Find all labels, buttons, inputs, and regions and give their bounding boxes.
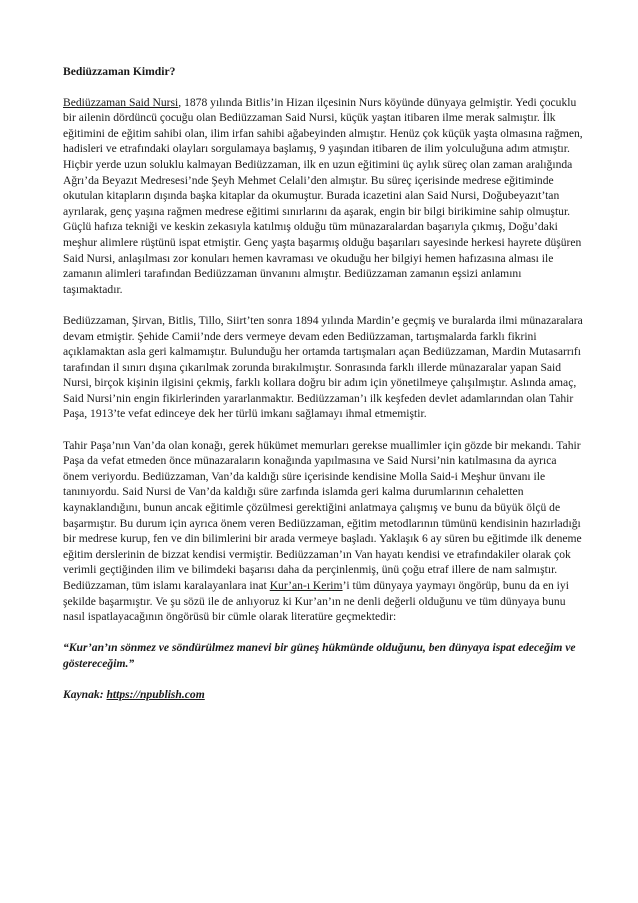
paragraph-4-before: Bediüzzaman, tüm islamı karalayanlara inat	[63, 579, 270, 592]
paragraph-4	[63, 578, 583, 625]
paragraph-1-text: , 1878 yılında Bitlis’in Hizan ilçesinin Nurs köyünde dünyaya gelmiştir. Yedi çocuklu bir ailenin dördüncü çocuğu olan Bediüzzaman Said Nursi, küçük yaştan itibaren ilme merak salmıştır. İlk eğitimini de eğitim sahibi olan, ilim irfan sahibi ağabeyinden almıştır. Henüz çok küçük yaşta olmasına rağmen, hadisleri ve etrafındaki olayları sorgulamaya başlamış, 9 yaşından itibaren de ilim yolculuğuna adım atmıştır. Hiçbir yerde uzun soluklu kalmayan Bediüzzaman, ilk en uzun eğitimini üç aylık süreç olan zaman aralığında Ağrı’da Beyazıt Medresesi’nde Şeyh Mehmet Celali’den almıştır. Bu süreç içerisinde medrese eğitiminde okutulan kitapların dışında başka kitaplar da okumuştur. Burada icazetini alan Said Nursi, Doğubeyazıt’tan ayrılarak, genç yaşına rağmen medrese eğitimi sınırlarını da aşarak, engin bir bilgi birikimine sahip olmuştur. Güçlü hafıza tekniği ve keskin zekasıyla katılmış olduğu tüm münazaralardan başarıyla çıkmış, Doğu’daki meşhur alimlere rüştünü ispat etmiştir. Genç yaşta başarmış olduğu başarıları sayesinde herkesi hayrete düşüren Said Nursi, anlaşılması zor konuları hemen kavraması ve okuduğu her bilgiyi hemen hafızasına alması ile zamanın alimleri tarafından Bediüzzaman ünvanını almıştır. Bediüzzaman zamanın eşsizi anlamını taşımaktadır.	[63, 95, 583, 296]
document-title: Bediüzzaman Kimdir?	[63, 65, 176, 78]
kuran-link[interactable]: Kur’an-ı Kerim	[269, 579, 343, 592]
said-nursi-link[interactable]: Bediüzzaman Said Nursi	[63, 95, 179, 109]
quote-block: “Kur’an’ın sönmez ve söndürülmez manevi bir güneş hükmünde olduğunu, ben dünyaya ispat edeceğim ve göstereceğim.”	[63, 641, 576, 670]
paragraph-4-after: ’i tüm dünyaya yaymayı öngörüp, bunu da en iyi şekilde başarmıştır. Ve şu sözü ile de anlıyoruz ki Kur’an’ın ne denli değerli olduğunu ve tüm dünyaya bunu nasıl ispatlayacağının öngörüsü bir cümle olarak literatüre geçmektedir:	[63, 579, 569, 624]
paragraph-2: Bediüzzaman, Şirvan, Bitlis, Tillo, Siirt’ten sonra 1894 yılında Mardin’e geçmiş ve buralarda ilmi münazaralara devam etmiştir. Şehide Camii’nde ders vermeye devam eden Bediüzzaman, tartışmalarda farklı fikrini açıklamaktan asla geri kalmamıştır. Bulunduğu her ortamda tartışmaları açan Bediüzzaman, Mardin Mutasarrıfı tarafından il sınırı dışına çıkarılmak zorunda bırakılmıştır. Sonrasında farklı illerde münazaralar yapan Said Nursi, birçok kişinin ilgisini çekmiş, farklı kollara doğru bir adım için yönetilmeye çalışılmıştır. Aslında amaç, Said Nursi’nin engin fikirlerinden yararlanmaktır. Bediüzzaman’ı ilk keşfeden devlet adamlarından olan Tahir Paşa, 1913’te vefat edinceye dek her türlü imkanı sağlamayı ihmal etmemiştir.	[63, 313, 583, 421]
paragraph-3: Tahir Paşa’nın Van’da olan konağı, gerek hükümet memurları gerekse muallimler için gözde bir mekandı. Tahir Paşa da vefat etmeden önce münazaraların konağında yapılmasına ve Said Nursi’nin katılmasına da ayrıca önem veriyordu. Bediüzzaman, Van’da kaldığı süre içerisinde kendisine Molla Said-i Meşhur ünvanı ile tanınıyordu. Said Nursi de Van’da kaldığı süre zarfında islamda geri kalma durumlarının cehaletten kaynaklandığını, bunun ancak eğitimle çözülmesi gerektiğini anlatmaya çalışmış ve bunu da büyük ölçü de başarmıştır. Bu durum için ayrıca önem veren Bediüzzaman, eğitim metodlarının tümünü kendisinin hazırladığı bir medrese kurup, fen ve din bilimlerini bir arada vermeye başladı. Yaklaşık 6 ay süren bu eğitimde ilk deneme eğitim derslerinin de bizzat kendisi vermiştir. Bediüzzaman’ın Van hayatı kendisi ve etrafındakiler olarak çok verimli geçtiğinden ilim ve bilimdeki başarısı daha da perçinlenmiş, ünü çoğu etraf illere de nam salmıştır.	[63, 438, 582, 577]
source-label: Kaynak:	[63, 688, 107, 702]
document-page	[63, 64, 583, 703]
paragraph-1	[63, 95, 583, 298]
source-link[interactable]: https://npublish.com	[106, 688, 205, 702]
source-line	[63, 687, 583, 703]
